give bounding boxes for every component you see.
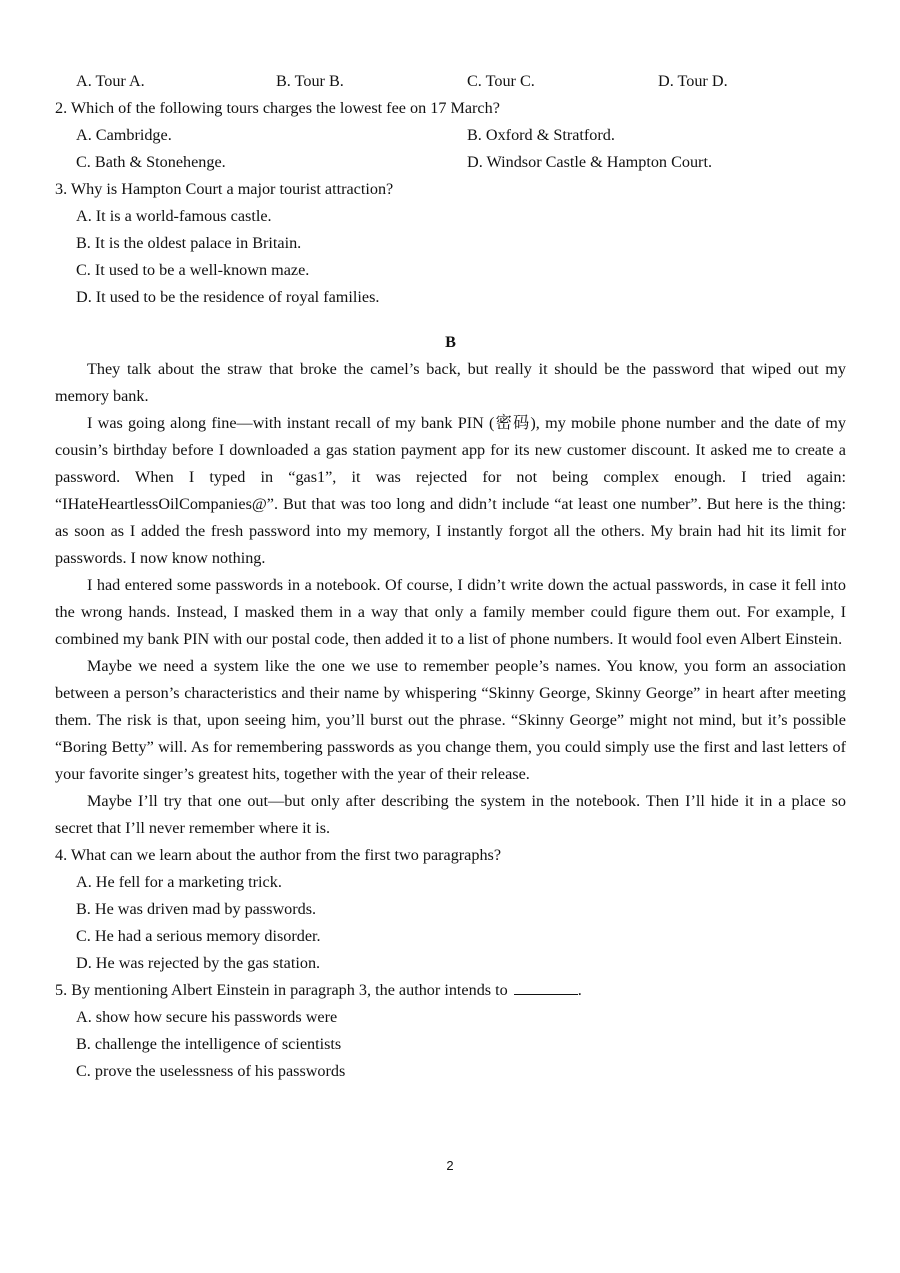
q2-option-b: B. Oxford & Stratford. [467, 126, 615, 144]
q3-question: 3. Why is Hampton Court a major tourist attraction? [55, 180, 394, 198]
q1-option-a: A. Tour A. [76, 72, 145, 90]
q5-question-text: 5. By mentioning Albert Einstein in paragraph 3, the author intends to [55, 981, 508, 999]
page-number: 2 [446, 1158, 454, 1173]
q3-option-c: C. It used to be a well-known maze. [76, 261, 310, 279]
passage-paragraph-3: I had entered some passwords in a notebook. Of course, I didn’t write down the actual passwords, in case it fell into the wrong hands. Instead, I masked them in a way that only a family member could figure them out. For example, I combined my bank PIN with our postal code, then added it to a list of phone numbers. It would fool even Albert Einstein. [55, 576, 846, 648]
q2-question: 2. Which of the following tours charges the lowest fee on 17 March? [55, 99, 500, 117]
q2-options-row-2 [55, 149, 846, 176]
q5-question-end: . [577, 981, 582, 999]
q4-option-d: D. He was rejected by the gas station. [76, 954, 321, 972]
q3-option-b: B. It is the oldest palace in Britain. [76, 234, 302, 252]
q4-question: 4. What can we learn about the author from the first two paragraphs? [55, 846, 502, 864]
q2-options-row-1 [55, 122, 846, 149]
q2-option-d: D. Windsor Castle & Hampton Court. [467, 153, 712, 171]
passage-paragraph-1: They talk about the straw that broke the camel’s back, but really it should be the password that wiped out my memory bank. [55, 360, 846, 405]
passage-paragraph-5: Maybe I’ll try that one out—but only after describing the system in the notebook. Then I’ll hide it in a place so secret that I’ll never remember where it is. [55, 792, 846, 837]
q1-option-b: B. Tour B. [276, 72, 344, 90]
passage-paragraph-4: Maybe we need a system like the one we use to remember people’s names. You know, you form an association between a person’s characteristics and their name by whispering “Skinny George, Skinny George” in heart after meeting them. The risk is that, upon seeing him, you’ll burst out the phrase. “Skinny George” might not mind, but it’s possible “Boring Betty” will. As for remembering passwords as you change them, you could simply use the first and last letters of your favorite singer’s greatest hits, together with the year of their release. [55, 657, 846, 783]
q5-option-a: A. show how secure his passwords were [76, 1008, 338, 1026]
q1-option-d: D. Tour D. [658, 72, 728, 90]
answer-blank [514, 978, 578, 995]
section-b-title: B [445, 333, 456, 351]
q5-option-c: C. prove the uselessness of his passwords [76, 1062, 346, 1080]
q1-options [55, 68, 846, 95]
q2-option-c: C. Bath & Stonehenge. [76, 153, 226, 171]
q1-option-c: C. Tour C. [467, 72, 535, 90]
passage-paragraph-2: I was going along fine—with instant recall of my bank PIN (密码), my mobile phone number and the date of my cousin’s birthday before I downloaded a gas station payment app for its new customer discount. It asked me to create a password. When I typed in “gas1”, it was rejected for not being complex enough. I tried again: “IHateHeartlessOilCompanies@”. But that was too long and didn’t include “at least one number”. But here is the thing: as soon as I added the fresh password into my memory, I instantly forgot all the others. My brain had hit its limit for passwords. I now know nothing. [55, 414, 846, 567]
q4-option-c: C. He had a serious memory disorder. [76, 927, 321, 945]
exam-page [55, 68, 846, 1085]
q2-option-a: A. Cambridge. [76, 126, 172, 144]
q5-question [55, 977, 846, 1004]
q5-option-b: B. challenge the intelligence of scientists [76, 1035, 342, 1053]
q3-option-d: D. It used to be the residence of royal families. [76, 288, 380, 306]
q3-option-a: A. It is a world-famous castle. [76, 207, 272, 225]
q4-option-a: A. He fell for a marketing trick. [76, 873, 282, 891]
q4-option-b: B. He was driven mad by passwords. [76, 900, 317, 918]
